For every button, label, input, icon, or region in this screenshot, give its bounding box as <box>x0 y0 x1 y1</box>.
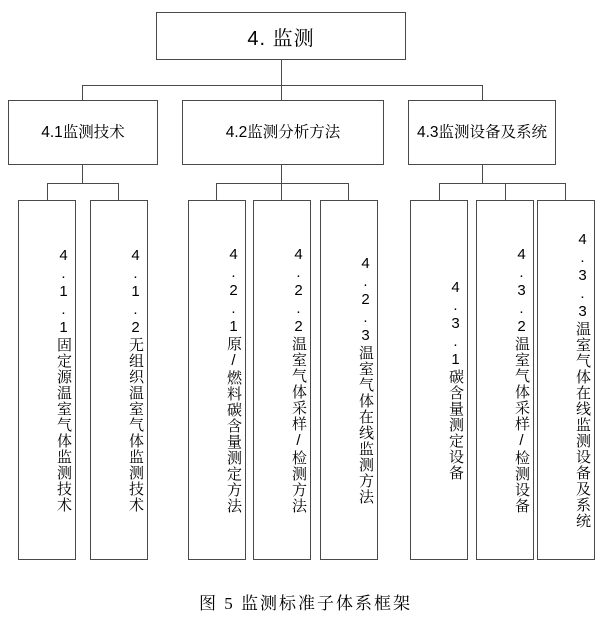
node-4-2-label: 4.2监测分析方法 <box>225 123 341 141</box>
connector-4-3-bus <box>439 183 565 184</box>
connector-level2-drop-1 <box>82 85 83 100</box>
node-4-1-2-label: 4.1.2无组织温室气体监测技术 <box>127 247 144 513</box>
connector-level2-drop-2 <box>281 85 282 100</box>
node-root-label: 4. 监测 <box>247 27 315 50</box>
node-4-2 <box>182 100 384 165</box>
node-4-3-1 <box>410 200 468 560</box>
node-4-1-1 <box>18 200 76 560</box>
connector-4-3-drop-1 <box>439 183 440 200</box>
connector-4-1-bus <box>47 183 118 184</box>
node-4-1 <box>8 100 158 165</box>
node-4-3-2 <box>476 200 534 560</box>
connector-4-2-drop-1 <box>216 183 217 200</box>
node-root <box>156 12 406 60</box>
node-4-3-label: 4.3监测设备及系统 <box>416 123 548 141</box>
connector-4-1-stem <box>82 165 83 183</box>
connector-4-3-drop-3 <box>565 183 566 200</box>
node-4-2-1-label: 4.2.1原/燃料碳含量测定方法 <box>225 246 242 514</box>
node-4-2-3-label: 4.2.3温室气体在线监测方法 <box>357 255 374 505</box>
figure-caption: 图 5 监测标准子体系框架 <box>199 594 412 613</box>
connector-4-1-drop-1 <box>47 183 48 200</box>
node-4-2-3 <box>320 200 378 560</box>
node-4-2-1 <box>188 200 246 560</box>
connector-level2-bus <box>82 85 482 86</box>
connector-4-2-bus <box>216 183 348 184</box>
node-4-3-1-label: 4.3.1碳含量测定设备 <box>447 279 464 481</box>
node-4-1-label: 4.1监测技术 <box>41 123 125 141</box>
node-4-3-3 <box>537 200 595 560</box>
node-4-3-2-label: 4.3.2温室气体采样/检测设备 <box>513 246 530 514</box>
node-4-1-1-label: 4.1.1固定源温室气体监测技术 <box>55 247 72 513</box>
node-4-1-2 <box>90 200 148 560</box>
connector-level2-drop-3 <box>482 85 483 100</box>
connector-4-2-drop-3 <box>348 183 349 200</box>
node-4-2-2-label: 4.2.2温室气体采样/检测方法 <box>290 246 307 514</box>
connector-4-3-drop-2 <box>505 183 506 200</box>
connector-root-stem <box>281 60 282 85</box>
node-4-3-3-label: 4.3.3温室气体在线监测设备及系统 <box>574 231 591 529</box>
node-4-3 <box>408 100 556 165</box>
connector-4-1-drop-2 <box>118 183 119 200</box>
connector-4-3-stem <box>482 165 483 183</box>
connector-4-2-stem <box>281 165 282 183</box>
connector-4-2-drop-2 <box>281 183 282 200</box>
node-4-2-2 <box>253 200 311 560</box>
